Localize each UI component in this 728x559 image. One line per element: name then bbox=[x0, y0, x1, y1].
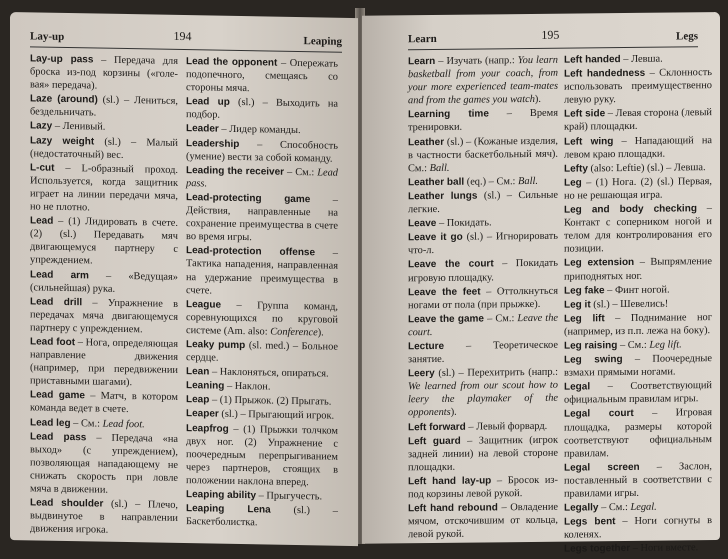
entry-definition: (sl.) – Сильные легкие. bbox=[408, 189, 558, 216]
entry-headword: Leaning bbox=[186, 380, 225, 392]
dictionary-entry bbox=[186, 244, 338, 299]
dictionary-entry bbox=[564, 134, 712, 162]
entry-headword: Leg it bbox=[564, 299, 591, 311]
dictionary-entry bbox=[30, 134, 178, 163]
entry-definition: – См.: bbox=[70, 417, 103, 430]
entry-headword: Laze (around) bbox=[30, 93, 98, 106]
entry-headword: Legal bbox=[564, 381, 591, 393]
entry-headword: Leather lungs bbox=[408, 190, 478, 203]
dictionary-entry bbox=[30, 268, 178, 297]
entry-headword: Leg fake bbox=[564, 284, 605, 297]
entry-headword: Lecture bbox=[408, 340, 445, 353]
entry-headword: Leather bbox=[408, 136, 445, 148]
dictionary-entry bbox=[564, 514, 712, 542]
entry-headword: Lead-protecting game bbox=[186, 192, 311, 206]
dictionary-entry bbox=[186, 55, 338, 97]
entry-definition: – Заслон, поставленный в соответствии с правилами игры. bbox=[564, 460, 712, 500]
entry-definition: – Игровая площадка, размеры которой соответствуют официальным правилам. bbox=[564, 407, 712, 460]
dictionary-entry bbox=[186, 408, 338, 424]
entry-headword: Lefty bbox=[564, 163, 588, 175]
entry-definition: – «Ведущая» (сильнейшая) рука. bbox=[30, 269, 178, 295]
dictionary-entry bbox=[30, 496, 178, 538]
entry-definition: – Поочередные взмахи прямыми ногами. bbox=[564, 353, 712, 379]
entry-definition: – (1) Прыжки толчком двух ног. (2) Упражнение с поочередным перепрыгиванием через партнеров, стоящих в положении наклона вперед. bbox=[186, 423, 338, 489]
left-page-column-2 bbox=[186, 55, 338, 532]
dictionary-entry bbox=[564, 283, 712, 298]
entry-headword: Leaping ability bbox=[186, 489, 257, 502]
entry-headword: Learn bbox=[408, 55, 436, 68]
dictionary-entry bbox=[30, 416, 178, 432]
dictionary-entry bbox=[186, 338, 338, 367]
entry-definition: – Упражнение в передачах мяча двигающемуся партнеру с упреждением. bbox=[30, 296, 178, 336]
entry-definition: (sl.) – Шевелись! bbox=[590, 298, 669, 311]
left-page-column-1 bbox=[30, 52, 178, 539]
dictionary-entry bbox=[30, 120, 178, 136]
dictionary-entry bbox=[564, 297, 712, 312]
entry-definition: – Ноги вместе. bbox=[630, 542, 699, 555]
dictionary-entry bbox=[30, 93, 178, 122]
dictionary-entry bbox=[186, 365, 338, 381]
entry-definition: – См.: bbox=[284, 166, 318, 179]
entry-cross-reference: Legal. bbox=[630, 501, 657, 514]
dictionary-entry bbox=[564, 338, 712, 353]
dictionary-entry bbox=[30, 161, 178, 216]
entry-definition: – Контакт с соперником ногой и телом для контролирования его позиции. bbox=[564, 203, 712, 255]
dictionary-entry bbox=[186, 422, 338, 490]
entry-headword: Lead the opponent bbox=[186, 56, 278, 69]
entry-headword: Leading the receiver bbox=[186, 164, 285, 178]
entry-headword: Lead shoulder bbox=[30, 497, 104, 510]
entry-headword: Leader bbox=[186, 123, 219, 136]
entry-cross-reference: Ball. bbox=[518, 175, 538, 187]
left-page-number: 194 bbox=[173, 28, 192, 44]
dictionary-entry bbox=[564, 106, 712, 134]
right-header-guide-word-last: Legs bbox=[676, 30, 698, 43]
dictionary-entry bbox=[408, 311, 558, 339]
entry-definition: (sl.) – (Кожаные изделия, в частности баскетбольный мяч). См.: bbox=[408, 135, 558, 175]
left-header-guide-word-last: Leaping bbox=[303, 35, 342, 48]
entry-definition: – Наклон. bbox=[224, 380, 271, 393]
dictionary-entry bbox=[30, 295, 178, 337]
entry-definition: – Теоретическое занятие. bbox=[408, 339, 558, 366]
entry-headword: Leap bbox=[186, 394, 210, 406]
right-page bbox=[362, 12, 720, 556]
entry-headword: Leaky pump bbox=[186, 339, 246, 352]
entry-headword: Left hand lay-up bbox=[408, 475, 492, 488]
entry-headword: Leadership bbox=[186, 137, 240, 150]
entry-headword: Left forward bbox=[408, 421, 466, 433]
entry-headword: Lead bbox=[30, 215, 54, 227]
entry-definition: – Опережать подопечного, смещаясь со стороны мяча. bbox=[186, 57, 338, 95]
entry-headword: Lead drill bbox=[30, 296, 83, 308]
dictionary-entry bbox=[408, 216, 558, 231]
entry-headword: Left handed bbox=[564, 54, 621, 66]
entry-headword: Legally bbox=[564, 502, 599, 514]
dictionary-entry bbox=[408, 433, 558, 474]
dictionary-entry bbox=[408, 189, 558, 217]
dictionary-entry bbox=[564, 175, 712, 203]
entry-definition: – Левша. bbox=[620, 53, 663, 66]
entry-definition: – Изучать (напр.: bbox=[435, 55, 518, 67]
dictionary-entry bbox=[564, 202, 712, 256]
entry-headword: Legal court bbox=[564, 408, 634, 421]
entry-definition: – Покидать. bbox=[436, 217, 492, 230]
entry-headword: Left side bbox=[564, 108, 606, 121]
entry-definition: – Защитник (игрок задней линии) на левой стороне площадки. bbox=[408, 434, 558, 474]
left-header-guide-word-first: Lay-up bbox=[30, 30, 65, 43]
entry-definition: (sl.) – Прыгающий игрок. bbox=[218, 409, 335, 423]
right-page-column-2 bbox=[564, 52, 712, 557]
dictionary-entry bbox=[30, 214, 178, 269]
entry-definition: – (1) Лидировать в счете. (2) (sl.) Передавать мяч двигающемуся партнеру с упреждением. bbox=[30, 215, 178, 267]
dictionary-entry bbox=[564, 255, 712, 283]
dictionary-entry bbox=[564, 352, 712, 380]
entry-headword: Lead foot bbox=[30, 336, 76, 349]
dictionary-entry bbox=[186, 137, 338, 166]
dictionary-entry bbox=[186, 123, 338, 139]
dictionary-entry bbox=[408, 419, 558, 434]
entry-headword: Leave the feet bbox=[408, 286, 481, 298]
entry-headword: Leery bbox=[408, 368, 435, 380]
entry-headword: Leather ball bbox=[408, 176, 465, 189]
entry-definition: – Финт ногой. bbox=[604, 284, 670, 296]
dictionary-entry bbox=[186, 191, 338, 246]
entry-headword: Left wing bbox=[564, 135, 614, 148]
entry-definition: – L-образный проход. Используется, когда защитник играет на линии передачи мяча, но не плотно. bbox=[30, 162, 178, 214]
entry-headword: Lean bbox=[186, 366, 210, 378]
entry-headword: Legs bent bbox=[564, 516, 616, 528]
right-page-number: 195 bbox=[541, 27, 560, 42]
entry-definition-tail: ). bbox=[317, 327, 324, 339]
entry-headword: Lead up bbox=[186, 96, 230, 109]
entry-definition: – Тактика нападения, направленная на удержание преимущества в счете. bbox=[186, 247, 338, 297]
entry-definition: (sl.) – Перехитрить (напр.: bbox=[434, 366, 558, 380]
entry-headword: Lazy bbox=[30, 120, 53, 133]
dictionary-entry bbox=[564, 500, 712, 515]
entry-headword: Leave the game bbox=[408, 313, 484, 326]
entry-headword: Leg lift bbox=[564, 312, 605, 325]
entry-definition: – Поднимание ног (например, из п.п. лежа на боку). bbox=[564, 311, 712, 338]
dictionary-entry bbox=[408, 284, 558, 312]
entry-definition: – Действия, направленные на сохранение преимущества в счете во время игры. bbox=[186, 194, 338, 244]
entry-headword: Left hand rebound bbox=[408, 502, 498, 515]
entry-definition: – См.: bbox=[617, 339, 650, 352]
dictionary-entry bbox=[408, 134, 558, 175]
dictionary-entry bbox=[564, 460, 712, 501]
entry-headword: Leg and body checking bbox=[564, 203, 697, 216]
dictionary-entry bbox=[564, 379, 712, 407]
dictionary-entry bbox=[564, 161, 712, 176]
entry-definition: – (1) Нога. (2) (sl.) Первая, но не решающая игра. bbox=[564, 175, 712, 202]
entry-headword: Leg extension bbox=[564, 257, 635, 270]
entry-headword: Leave bbox=[408, 218, 437, 230]
dictionary-entry bbox=[564, 52, 712, 67]
entry-definition: – Передача «на выход» (с упреждением), позволяющая нападающему не снижать скорость при ловле мяча в движении. bbox=[30, 431, 178, 496]
entry-definition: – Наклоняться, опираться. bbox=[209, 366, 329, 380]
entry-definition: (also: Leftie) (sl.) – Левша. bbox=[587, 161, 706, 175]
dictionary-entry bbox=[408, 175, 558, 190]
entry-definition: – Ноги согнуты в коленях. bbox=[564, 515, 712, 541]
entry-definition: – Лидер команды. bbox=[218, 124, 301, 137]
entry-headword: Legs together bbox=[564, 543, 631, 556]
entry-definition: – Выпрямление приподнятых ног. bbox=[564, 256, 712, 283]
entry-headword: Lay-up pass bbox=[30, 53, 94, 66]
dictionary-entry bbox=[408, 474, 558, 502]
dictionary-entry bbox=[408, 257, 558, 285]
entry-definition: – Левая сторона (левый край) площадки. bbox=[564, 107, 712, 134]
dictionary-entry bbox=[564, 311, 712, 339]
entry-headword: Learning time bbox=[408, 108, 489, 121]
entry-definition: – Нападающий на левом краю площадки. bbox=[564, 134, 712, 161]
entry-headword: Leaper bbox=[186, 408, 219, 421]
entry-definition: (eq.) – См.: bbox=[464, 175, 519, 188]
entry-definition: (sl.) – Выходить на подбор. bbox=[186, 97, 338, 122]
entry-definition: – Соответствующий официальным правилам игры. bbox=[564, 380, 712, 406]
entry-cross-reference: Lead foot. bbox=[102, 418, 145, 430]
dictionary-entry bbox=[186, 502, 338, 531]
entry-headword: Lead-protection offense bbox=[186, 245, 316, 259]
entry-definition: (sl.) – Плечо, выдвинутое в направлении движения игрока. bbox=[30, 498, 178, 536]
dictionary-entry bbox=[564, 407, 712, 461]
entry-cross-reference: You learn basketball from your coach, from your more experienced team-mates and from the games you watch bbox=[408, 54, 558, 107]
entry-headword: Leaping Lena bbox=[186, 503, 271, 516]
dictionary-entry bbox=[186, 379, 338, 395]
dictionary-entry bbox=[186, 393, 338, 409]
dictionary-entry bbox=[408, 230, 558, 258]
right-page-column-1 bbox=[408, 54, 558, 543]
entry-definition: – Овладение мячом, отскочившим от кольца, левой рукой. bbox=[408, 501, 558, 541]
entry-headword: Legal screen bbox=[564, 461, 640, 474]
entry-definition: (sl.) – Игнорировать что-л. bbox=[408, 230, 558, 257]
dictionary-entry bbox=[564, 541, 712, 556]
entry-definition: (sl.) – Малый (недостаточный) вес. bbox=[30, 136, 178, 161]
entry-headword: Leapfrog bbox=[186, 422, 229, 435]
dictionary-entry bbox=[564, 66, 712, 107]
entry-definition: – Оттолкнуться ногами от пола (при прыжке). bbox=[408, 285, 558, 311]
dictionary-entry bbox=[186, 488, 338, 504]
entry-headword: L-cut bbox=[30, 162, 55, 174]
entry-headword: Lead leg bbox=[30, 416, 71, 429]
entry-definition: – См.: bbox=[598, 502, 631, 514]
left-page-header bbox=[30, 24, 342, 52]
entry-definition: (sl.) – Баскетболистка. bbox=[186, 504, 338, 529]
dictionary-entry bbox=[408, 107, 558, 135]
entry-headword: Leave the court bbox=[408, 258, 494, 271]
entry-definition: – Бросок из-под корзины левой рукой. bbox=[408, 474, 558, 501]
dictionary-entry bbox=[408, 501, 558, 542]
entry-definition: – Склонность использовать преимущественно левую руку. bbox=[564, 67, 712, 106]
entry-headword: Leg bbox=[564, 177, 582, 189]
dictionary-entry bbox=[30, 430, 178, 498]
entry-definition: – Нога, определяющая направление движения (например, при передвижении приставными шагами). bbox=[30, 337, 178, 389]
entry-definition: – Способность (умение) вести за собой команду. bbox=[186, 138, 338, 165]
entry-definition-tail: ). bbox=[534, 94, 541, 106]
entry-cross-reference: Lead pass. bbox=[186, 167, 338, 190]
entry-definition: – Прыгучесть. bbox=[256, 490, 323, 503]
right-header-guide-word-first: Learn bbox=[408, 32, 437, 46]
entry-headword: Left guard bbox=[408, 435, 461, 447]
entry-cross-reference: Leave the court. bbox=[408, 312, 558, 339]
entry-definition-tail: ). bbox=[450, 407, 457, 419]
dictionary-entry bbox=[30, 389, 178, 418]
right-page-header bbox=[408, 24, 698, 50]
entry-headword: Leave it go bbox=[408, 231, 463, 244]
dictionary-entry bbox=[408, 366, 558, 420]
entry-definition: – Передача для броска из-под корзины («голе-вая» передача). bbox=[30, 54, 178, 92]
dictionary-entry bbox=[186, 95, 338, 124]
dictionary-entry bbox=[186, 164, 338, 193]
entry-definition: – Покидать игровую площадку. bbox=[408, 258, 558, 284]
entry-headword: Left handedness bbox=[564, 67, 646, 80]
entry-headword: Lead arm bbox=[30, 268, 89, 281]
entry-headword: Lead game bbox=[30, 389, 85, 402]
entry-cross-reference: We learned from our scout how to leery the playmaker of the opponents bbox=[408, 379, 558, 419]
entry-definition: – Группа команд, соревнующихся по круговой системе (Am. also: bbox=[186, 299, 338, 338]
entry-headword: Lazy weight bbox=[30, 134, 95, 148]
dictionary-entry bbox=[186, 298, 338, 340]
dictionary-entry bbox=[30, 52, 178, 94]
entry-headword: League bbox=[186, 298, 222, 311]
entry-headword: Leg raising bbox=[564, 340, 618, 352]
entry-definition: – См.: bbox=[484, 312, 518, 325]
entry-definition: – (1) Прыжок. (2) Прыгать. bbox=[209, 394, 332, 408]
entry-cross-reference: Leg lift. bbox=[649, 339, 682, 351]
dictionary-entry bbox=[30, 335, 178, 390]
entry-definition: (sl. med.) – Больное сердце. bbox=[186, 340, 338, 364]
left-page bbox=[10, 12, 358, 546]
entry-definition: – Левый форвард. bbox=[465, 420, 548, 433]
entry-cross-reference: Ball. bbox=[429, 162, 450, 174]
entry-cross-reference: Conference bbox=[270, 326, 318, 339]
entry-definition: – Ленивый. bbox=[52, 121, 106, 134]
entry-headword: Lead pass bbox=[30, 430, 87, 443]
entry-definition: – Время тренировки. bbox=[408, 108, 558, 134]
dictionary-entry bbox=[408, 54, 558, 108]
entry-headword: Leg swing bbox=[564, 354, 623, 366]
entry-definition: (sl.) – Лениться, бездельничать. bbox=[30, 94, 178, 119]
entry-definition: – Матч, в котором команда ведет в счете. bbox=[30, 390, 178, 416]
dictionary-entry bbox=[408, 339, 558, 367]
